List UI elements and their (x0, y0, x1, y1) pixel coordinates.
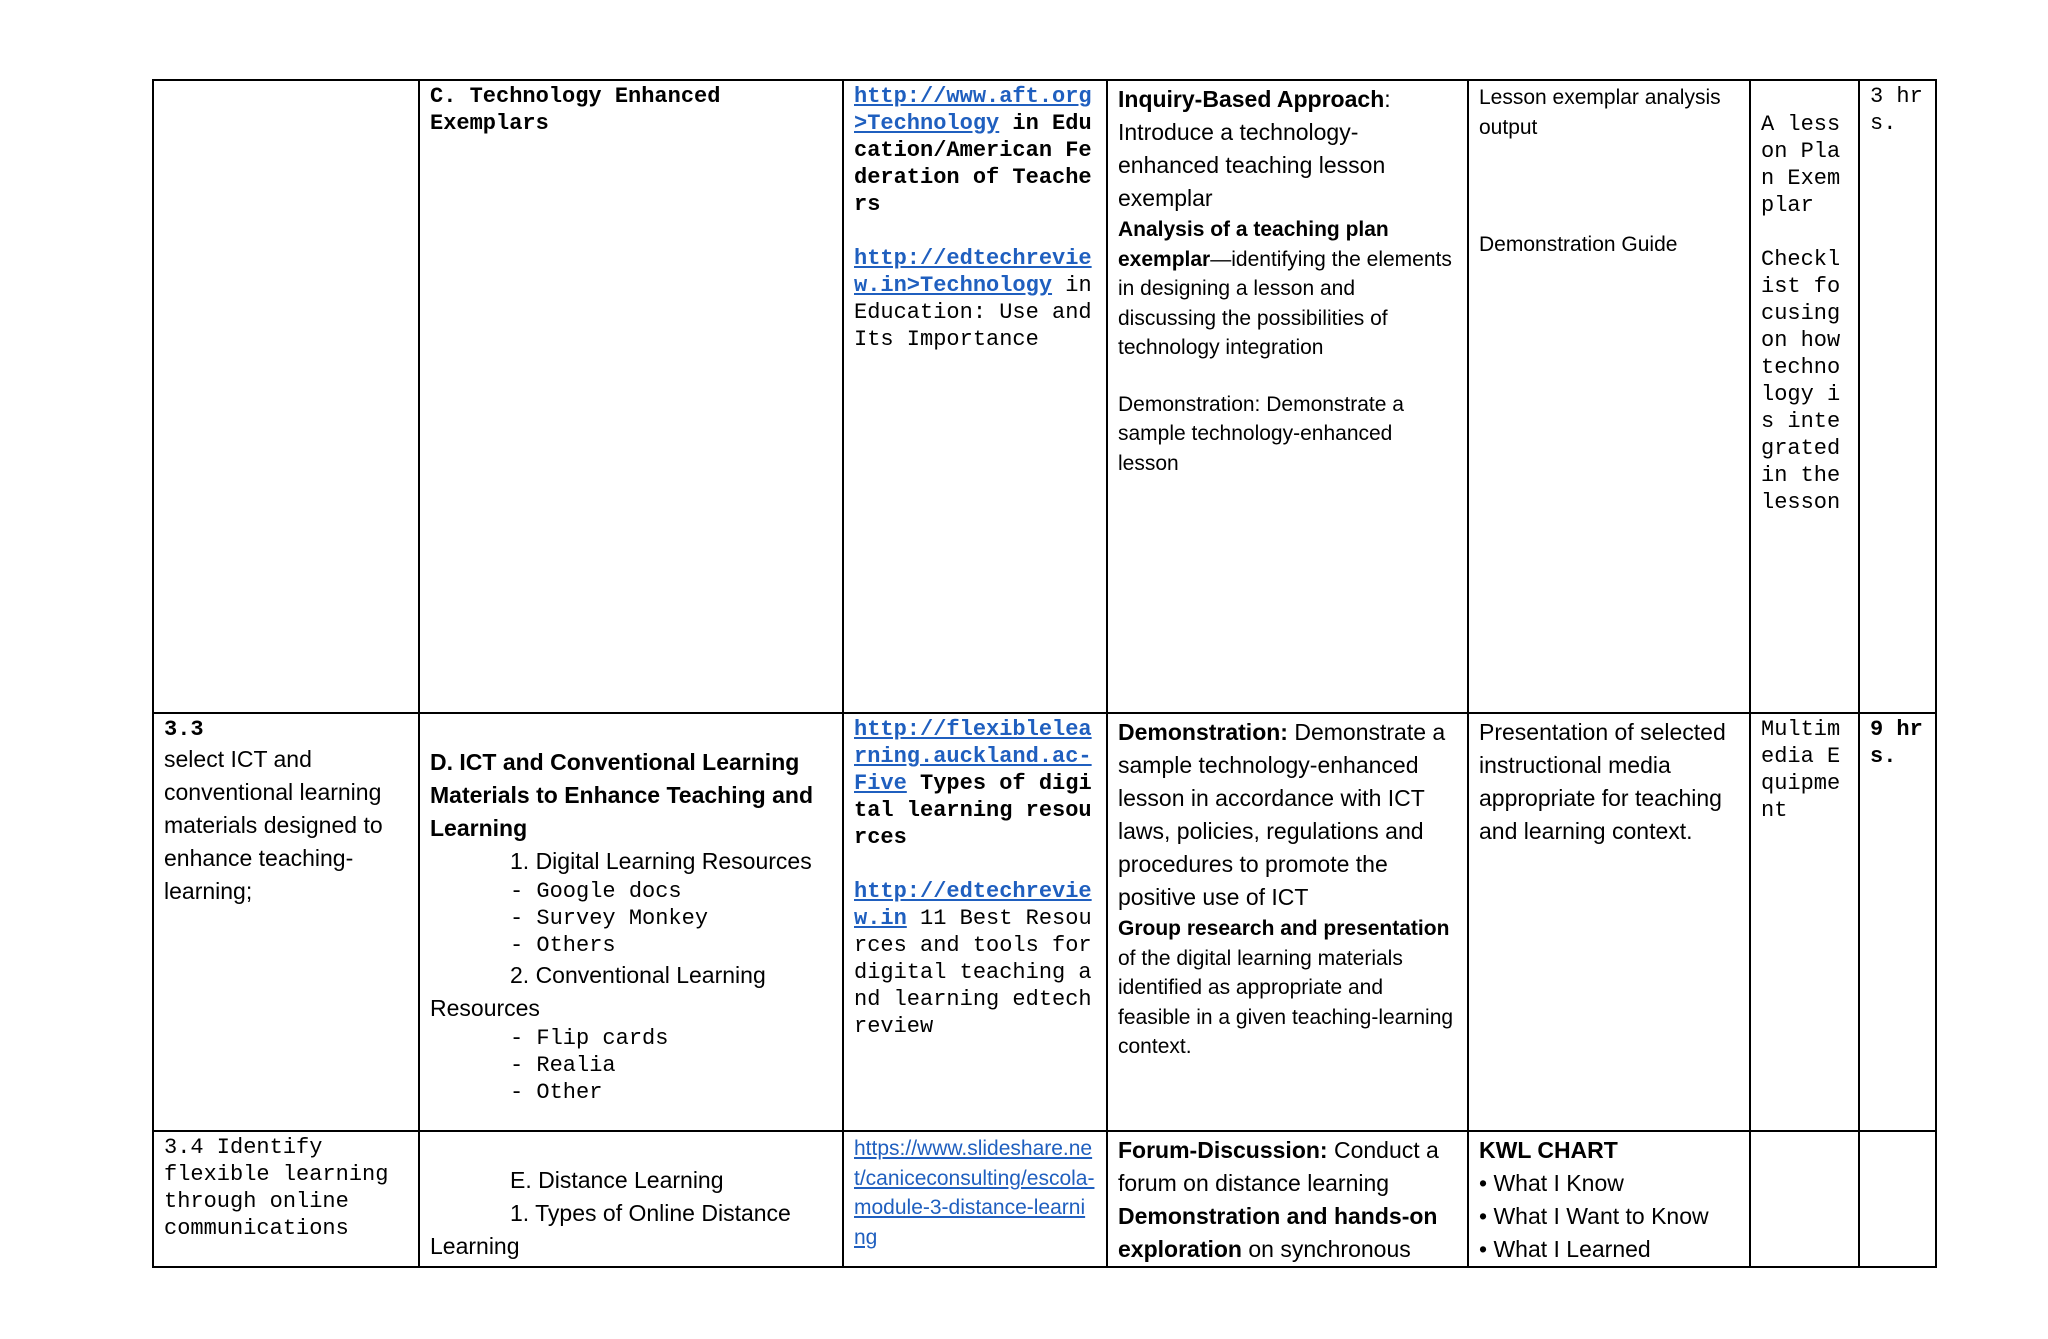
content-cell (419, 80, 843, 713)
activity-text: Demonstrate a sample technology-enhanced lesson in accordance with ICT laws, policies, regulations and procedures to promote the positive use of ICT (1118, 719, 1446, 910)
reference-text: Types of digital learning resources (854, 771, 1092, 850)
content-subitem: - Flip cards (510, 1026, 669, 1051)
content-cell (419, 1131, 843, 1267)
time-cell (1859, 1131, 1936, 1267)
reference-link[interactable]: http://edtechreview.in>Technology (854, 246, 1092, 298)
content-subitem: - Other (510, 1080, 603, 1105)
content-title: C. Technology Enhanced Exemplars (430, 84, 721, 136)
activities-cell (1107, 1131, 1468, 1267)
content-subitem: - Others (510, 933, 616, 958)
table-row (153, 713, 1936, 1131)
content-title: D. ICT and Conventional Learning Materials to Enhance Teaching and Learning (430, 749, 813, 841)
references-cell (843, 713, 1107, 1131)
reference-text: in Education: Use and Its Importance (854, 273, 1092, 352)
time-text: 9 hrs. (1870, 717, 1923, 769)
content-subitem: - Google docs (510, 879, 682, 904)
resource-item: Multimedia Equipment (1761, 717, 1841, 823)
resource-item: A lesson Plan Exemplar (1761, 112, 1841, 218)
activities-cell (1107, 80, 1468, 713)
resources-cell (1750, 1131, 1859, 1267)
reference-link[interactable]: http://edtechreview.in (854, 879, 1092, 931)
outcome-text: 3.4 Identify flexible learning through online communications (164, 1135, 389, 1241)
assessment-item: • What I Want to Know (1479, 1200, 1739, 1233)
table-row (153, 1131, 1936, 1267)
outcome-cell (153, 713, 419, 1131)
content-subitem: - Survey Monkey (510, 906, 709, 931)
activity-text: Conduct a forum on distance learning (1118, 1137, 1439, 1196)
resources-cell (1750, 80, 1859, 713)
assessment-cell (1468, 713, 1750, 1131)
curriculum-table (152, 79, 1937, 1268)
reference-link[interactable]: https://www.slideshare.net/caniceconsulting/escola-module-3-distance-learning (854, 1137, 1095, 1249)
assessment-item: • What I Learned (1479, 1233, 1739, 1266)
references-cell (843, 80, 1107, 713)
reference-link[interactable]: http://flexiblelearning.auckland.ac-Five (854, 717, 1092, 796)
reference-link[interactable]: http://www.aft.org>Technology (854, 84, 1092, 136)
content-cell (419, 713, 843, 1131)
activities-cell (1107, 713, 1468, 1131)
activity-bold: Inquiry-Based Approach (1118, 86, 1385, 112)
activity-bold: Analysis of a teaching plan exemplar (1118, 218, 1389, 271)
table-row (153, 80, 1936, 713)
content-subitem: - Realia (510, 1053, 616, 1078)
outcome-cell (153, 1131, 419, 1267)
outcome-text: select ICT and conventional learning materials designed to enhance teaching-learning; (164, 746, 383, 904)
assessment-title: KWL CHART (1479, 1137, 1618, 1163)
content-item: 1. Types of Online Distance (510, 1200, 791, 1226)
time-text: 3 hrs. (1870, 84, 1923, 136)
reference-text: 11 Best Resources and tools for digital teaching and learning edtech review (854, 906, 1092, 1039)
assessment-cell (1468, 80, 1750, 713)
content-item: 1. Digital Learning Resources (510, 848, 812, 874)
activity-bold: Demonstration: (1118, 719, 1288, 745)
activity-text: Demonstration: Demonstrate a sample technology-enhanced lesson (1118, 392, 1404, 475)
resources-cell (1750, 713, 1859, 1131)
content-item: Resources (430, 995, 540, 1021)
activity-text: : Introduce a technology-enhanced teaching lesson exemplar (1118, 86, 1391, 211)
assessment-item: Demonstration Guide (1479, 233, 1678, 256)
outcome-cell (153, 80, 419, 713)
outcome-number: 3.3 (164, 717, 204, 742)
resource-item: Checklist focusing on how technology is integrated in the lesson (1761, 247, 1841, 515)
reference-text: in Education/American Federation of Teachers (854, 111, 1092, 217)
activity-bold: Forum-Discussion: (1118, 1137, 1328, 1163)
assessment-item: Presentation of selected instructional media appropriate for teaching and learning context. (1479, 719, 1726, 844)
time-cell (1859, 713, 1936, 1131)
activity-text: on synchronous (1241, 1236, 1411, 1262)
activity-text: of the digital learning materials identified as appropriate and feasible in a given teaching-learning context. (1118, 946, 1454, 1058)
references-cell (843, 1131, 1107, 1267)
time-cell (1859, 80, 1936, 713)
content-item: 2. Conventional Learning (510, 962, 766, 988)
activity-text: —identifying the elements in designing a lesson and discussing the possibilities of technology integration (1118, 247, 1452, 359)
activity-bold: Group research and presentation (1118, 917, 1450, 940)
content-title: E. Distance Learning (510, 1167, 724, 1193)
assessment-item: • What I Know (1479, 1167, 1739, 1200)
assessment-cell (1468, 1131, 1750, 1267)
activity-bold: Demonstration and hands-on exploration (1118, 1203, 1438, 1262)
assessment-item: Lesson exemplar analysis output (1479, 86, 1721, 139)
content-item: Learning (430, 1233, 520, 1259)
